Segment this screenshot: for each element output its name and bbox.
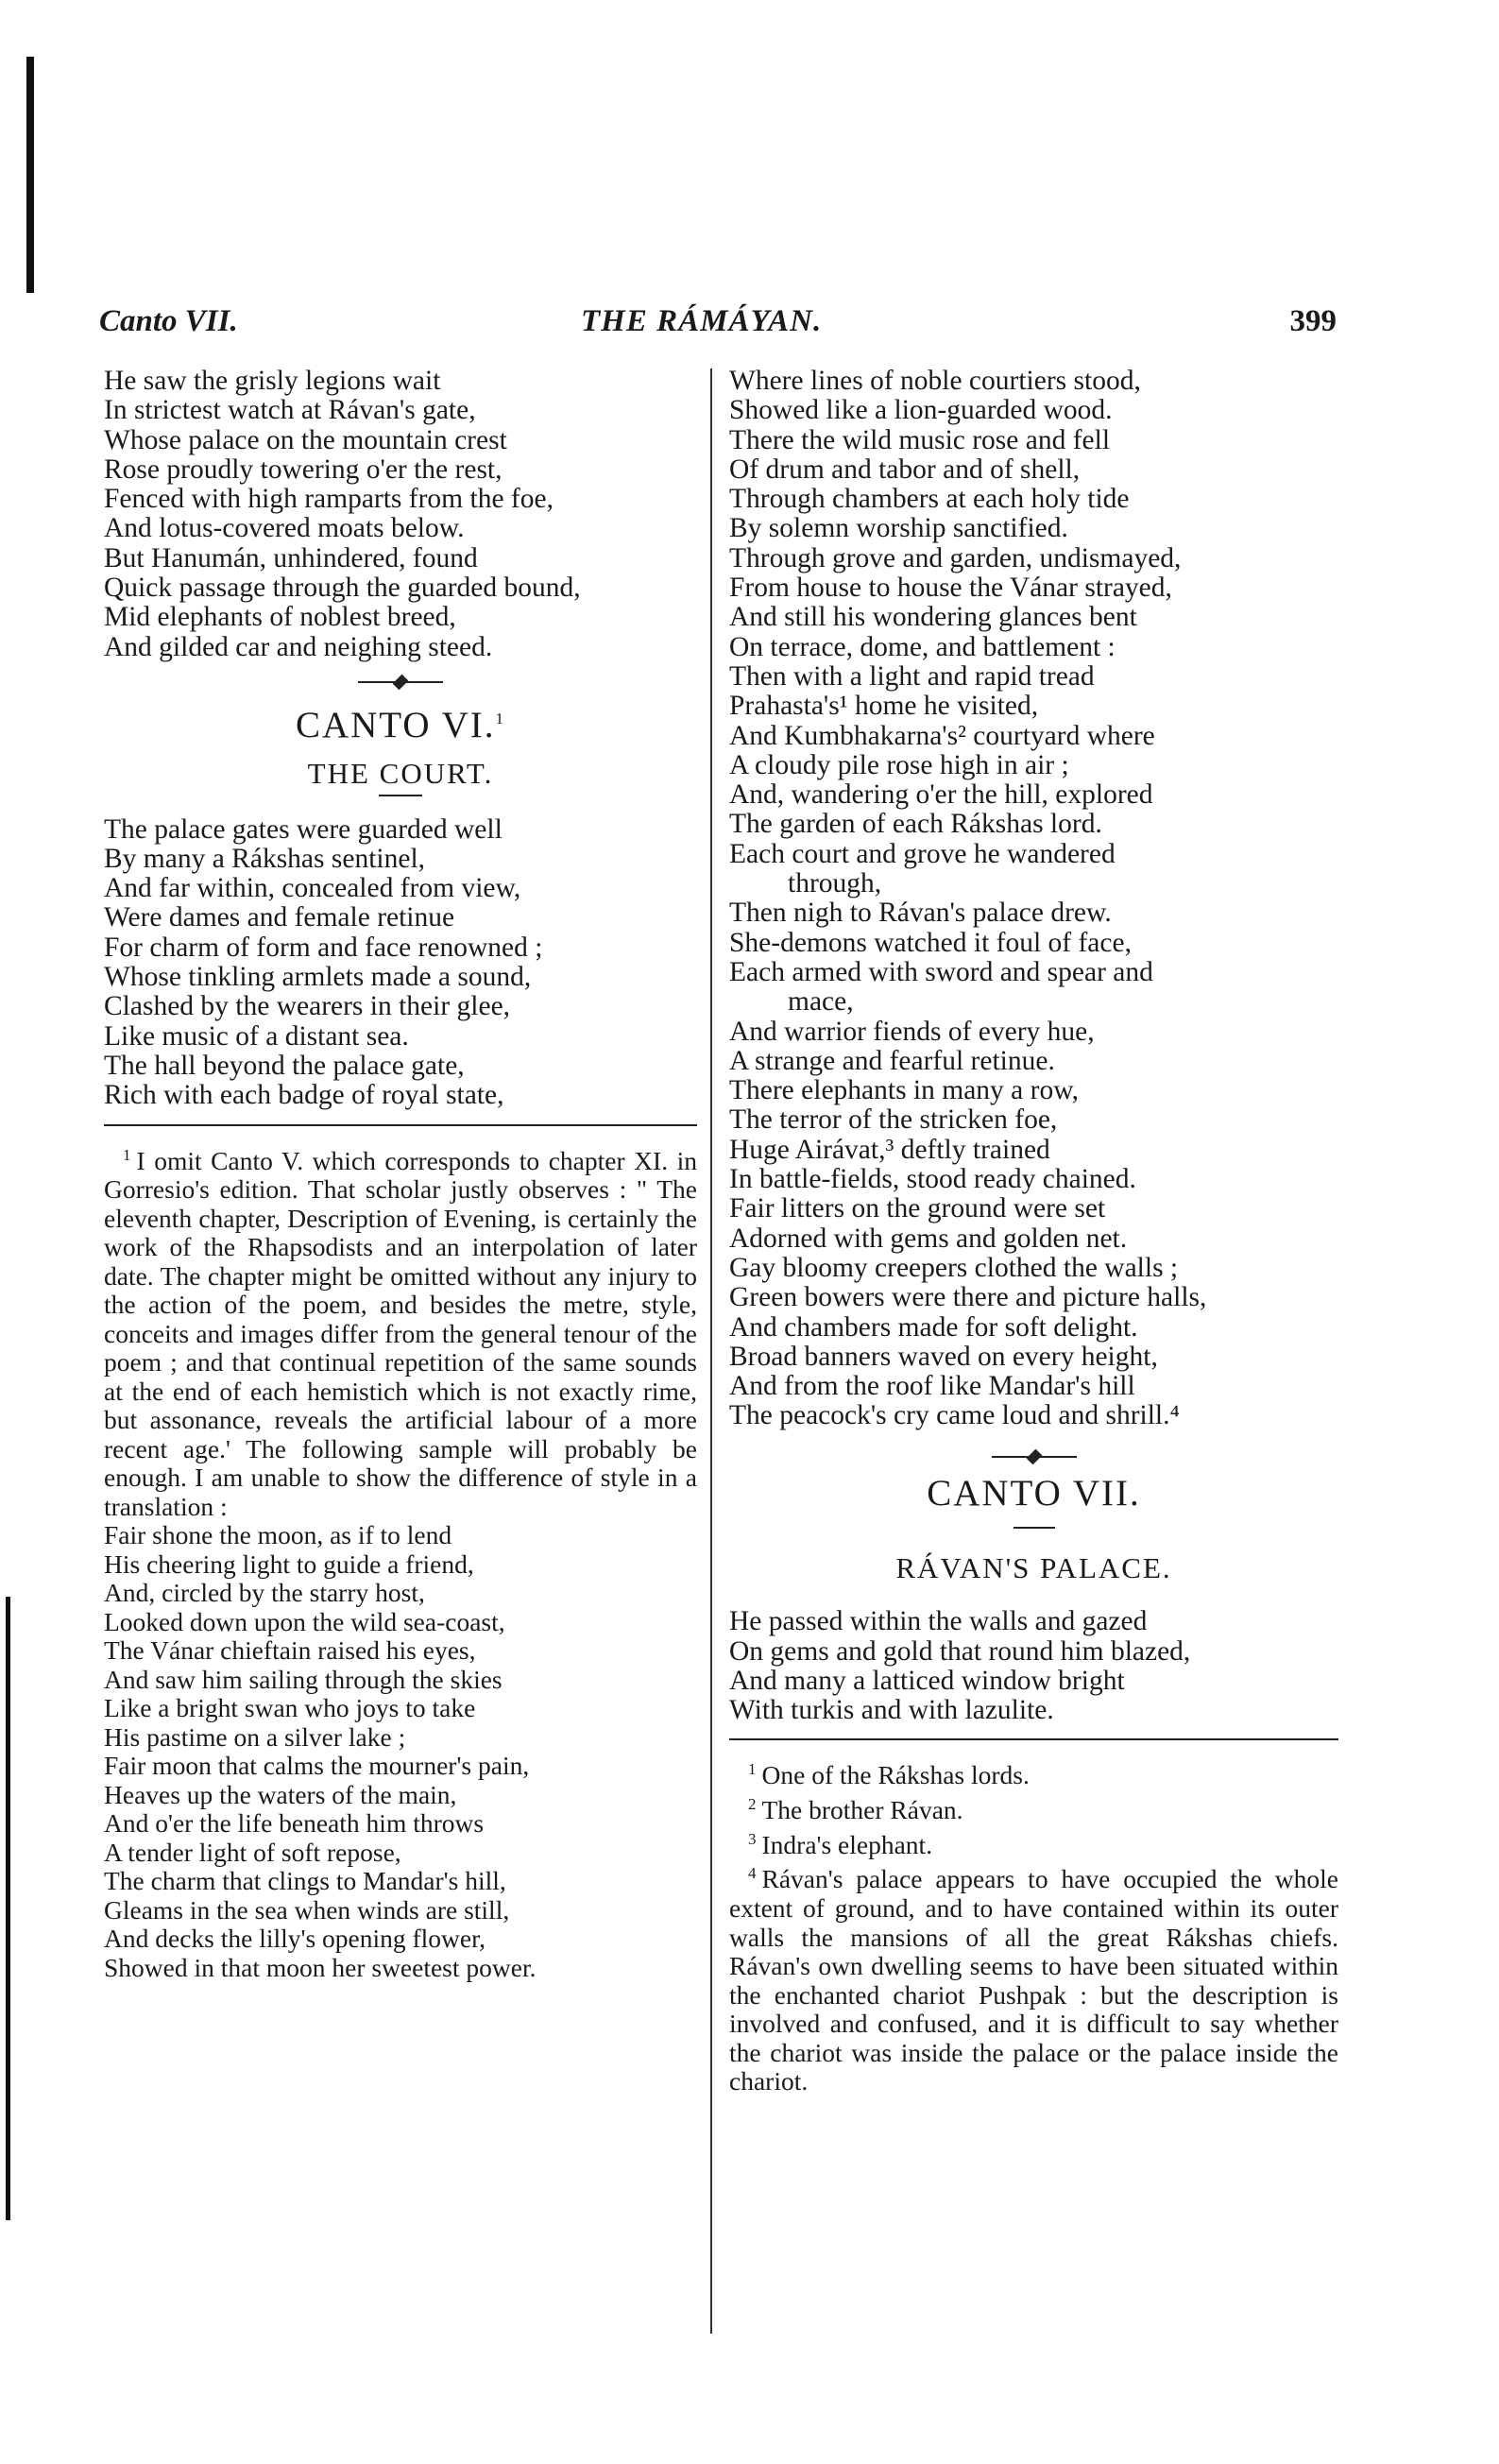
verse-line: She-demons watched it foul of face, — [729, 927, 1132, 958]
canto-title: CANTO VII. — [927, 1472, 1141, 1514]
scan-edge-mark-bottom — [6, 1597, 10, 2220]
footnote-number: 4 — [748, 1864, 757, 1883]
verse-line: With turkis and with lazulite. — [729, 1695, 1054, 1726]
footnote-number: 1 — [748, 1760, 757, 1779]
verse-line: And saw him sailing through the skies — [104, 1664, 503, 1694]
verse-line: And lotus-covered moats below. — [104, 513, 465, 544]
verse-line: In battle-fields, stood ready chained. — [729, 1164, 1136, 1195]
right-column — [729, 367, 1338, 2096]
footnote-number: 3 — [748, 1829, 757, 1848]
verse-line: By solemn worship sanctified. — [729, 513, 1068, 544]
verse-line: Showed in that moon her sweetest power. — [104, 1952, 537, 1982]
header-canto: Canto VII. — [99, 304, 238, 338]
verse-line: Fenced with high ramparts from the foe, — [104, 484, 554, 515]
verse-line: On gems and gold that round him blazed, — [729, 1635, 1191, 1667]
verse-line: In strictest watch at Rávan's gate, — [104, 395, 476, 426]
canto-subtitle: THE COURT. — [307, 757, 494, 791]
footnote-text: Rávan's palace appears to have occupied the whole extent of ground, and to have contained within its outer walls the mansions of all the great Rákshas chiefs. Rávan's own dwelling seems to have been situated within the enchanted chariot Pushpak : but the description is involved and confused, and it is difficult to say whether the chariot was inside the palace or the palace inside the chariot. — [729, 1864, 1338, 2096]
left-column — [104, 367, 697, 1982]
footnote — [729, 1859, 1338, 2096]
verse-line: Clashed by the wearers in their glee, — [104, 991, 511, 1022]
verse-line: The charm that clings to Mandar's hill, — [104, 1866, 506, 1896]
footnote — [104, 1141, 697, 1522]
verse-line: By many a Rákshas sentinel, — [104, 843, 426, 874]
short-rule — [379, 795, 422, 796]
verse-line: through, — [788, 868, 882, 899]
verse-line: Huge Airávat,³ deftly trained — [729, 1134, 1050, 1165]
verse-block — [729, 1607, 1338, 1725]
verse-line: A cloudy pile rose high in air ; — [729, 749, 1069, 780]
verse-line: Were dames and female retinue — [104, 902, 455, 933]
verse-line: The garden of each Rákshas lord. — [729, 809, 1102, 840]
verse-line: He passed within the walls and gazed — [729, 1606, 1148, 1637]
verse-line: And gilded car and neighing steed. — [104, 631, 493, 662]
footnote-text: I omit Canto V. which corresponds to chapter XI. in Gorresio's edition. That scholar justly observes : " The eleventh chapter, Description of Evening, is certainly the work of the Rhapsodists and an interpolation of later date. The chapter might be omitted without any injury to the action of the poem, and besides the metre, style, conceits and images differ from the general tenour of the poem ; and that continual repetition of the same sounds at the end of each hemistich which is not exactly rime, but assonance, reveals the artificial labour of a more recent age.' The following sample will probably be enough. I am unable to show the difference of style in a translation : — [104, 1145, 697, 1521]
verse-line: Green bowers were there and picture halls, — [729, 1282, 1207, 1313]
footnote-text: One of the Rákshas lords. — [761, 1760, 1030, 1790]
verse-block — [729, 367, 1338, 1431]
verse-line: And, wandering o'er the hill, explored — [729, 779, 1153, 811]
scan-edge-mark-top — [26, 57, 34, 293]
verse-line: Gay bloomy creepers clothed the walls ; — [729, 1252, 1179, 1283]
verse-line: Through grove and garden, undismayed, — [729, 542, 1182, 573]
verse-line: The palace gates were guarded well — [104, 813, 503, 845]
verse-line: And, circled by the starry host, — [104, 1578, 425, 1608]
verse-line: Quick passage through the guarded bound, — [104, 573, 581, 604]
verse-line: Fair moon that calms the mourner's pain, — [104, 1751, 530, 1781]
verse-line: The Vánar chieftain raised his eyes, — [104, 1635, 476, 1666]
verse-line: Whose palace on the mountain crest — [104, 424, 507, 455]
page-number: 399 — [1289, 304, 1337, 338]
verse-line: His cheering light to guide a friend, — [104, 1549, 474, 1579]
verse-line: The peacock's cry came loud and shrill.⁴ — [729, 1400, 1180, 1431]
canto-title — [104, 704, 697, 745]
verse-line: And still his wondering glances bent — [729, 602, 1137, 633]
verse-line: And Kumbhakarna's² courtyard where — [729, 720, 1155, 751]
footnote-item — [729, 1790, 1338, 1825]
running-header — [99, 304, 1337, 351]
verse-line: Of drum and tabor and of shell, — [729, 453, 1081, 485]
verse-line: Where lines of noble courtiers stood, — [729, 366, 1141, 396]
footnote-number: 2 — [748, 1795, 757, 1814]
footnote-rule — [104, 1124, 697, 1126]
verse-line: His pastime on a silver lake ; — [104, 1721, 406, 1752]
short-rule — [1014, 1527, 1055, 1529]
verse-line: And many a latticed window bright — [729, 1665, 1125, 1696]
verse-line: And decks the lilly's opening flower, — [104, 1924, 486, 1954]
footnote-item — [729, 1825, 1338, 1860]
verse-line: And o'er the life beneath him throws — [104, 1808, 485, 1839]
verse-line: A strange and fearful retinue. — [729, 1045, 1055, 1076]
verse-line: mace, — [788, 986, 854, 1018]
verse-line: Fair litters on the ground were set — [729, 1193, 1106, 1224]
verse-line: Showed like a lion-guarded wood. — [729, 395, 1113, 426]
verse-line: And far within, concealed from view, — [104, 873, 521, 904]
verse-line: Adorned with gems and golden net. — [729, 1223, 1128, 1254]
verse-line: And warrior fiends of every hue, — [729, 1016, 1095, 1047]
verse-line: And from the roof like Mandar's hill — [729, 1371, 1135, 1402]
verse-line: Mid elephants of noblest breed, — [104, 602, 456, 633]
verse-line: There the wild music rose and fell — [729, 424, 1111, 455]
verse-line: For charm of form and face renowned ; — [104, 932, 543, 963]
footnote-item — [729, 1755, 1338, 1790]
verse-line: The terror of the stricken foe, — [729, 1104, 1058, 1136]
verse-line: A tender light of soft repose, — [104, 1837, 401, 1867]
verse-block — [104, 367, 697, 662]
column-divider — [710, 368, 712, 2334]
footnote-text: Indra's elephant. — [761, 1829, 933, 1859]
footnote-text: The brother Rávan. — [761, 1795, 963, 1825]
ornament-divider — [992, 1456, 1077, 1458]
verse-line: Gleams in the sea when winds are still, — [104, 1894, 510, 1925]
footnote-number: 1 — [123, 1145, 131, 1164]
verse-line: Like music of a distant sea. — [104, 1020, 409, 1052]
header-title: THE RÁMÁYAN. — [581, 304, 823, 338]
verse-line: Then with a light and rapid tread — [729, 660, 1095, 692]
verse-line: Rose proudly towering o'er the rest, — [104, 453, 503, 485]
verse-line: Each court and grove he wandered — [729, 838, 1116, 869]
verse-line: Through chambers at each holy tide — [729, 484, 1130, 515]
canto-title-text: CANTO VI. — [295, 704, 496, 745]
verse-line: Looked down upon the wild sea-coast, — [104, 1606, 505, 1636]
verse-line: Rich with each badge of royal state, — [104, 1080, 504, 1111]
verse-line: And chambers made for soft delight. — [729, 1311, 1138, 1343]
verse-line: Prahasta's¹ home he visited, — [729, 691, 1039, 722]
verse-line: But Hanumán, unhindered, found — [104, 542, 478, 573]
verse-line: From house to house the Vánar strayed, — [729, 573, 1172, 604]
verse-line: Each armed with sword and spear and — [729, 956, 1153, 987]
verse-line: Heaves up the waters of the main, — [104, 1779, 457, 1809]
verse-line: Broad banners waved on every height, — [729, 1341, 1158, 1372]
verse-block — [104, 815, 697, 1111]
verse-line: Like a bright swan who joys to take — [104, 1693, 476, 1723]
verse-line: Whose tinkling armlets made a sound, — [104, 962, 532, 993]
verse-line: Then nigh to Rávan's palace drew. — [729, 898, 1112, 929]
verse-line: There elephants in many a row, — [729, 1075, 1079, 1106]
verse-line: On terrace, dome, and battlement : — [729, 631, 1116, 662]
canto-subtitle: RÁVAN'S PALACE. — [895, 1550, 1172, 1584]
footnote-list — [729, 1755, 1338, 1859]
ornament-divider — [358, 681, 443, 683]
footnote-rule — [729, 1738, 1338, 1740]
verse-line: The hall beyond the palace gate, — [104, 1050, 465, 1081]
footnote-ref: 1 — [495, 709, 506, 727]
verse-line: Fair shone the moon, as if to lend — [104, 1520, 452, 1550]
footnote-verse — [104, 1521, 697, 1982]
verse-line: He saw the grisly legions wait — [104, 366, 441, 396]
